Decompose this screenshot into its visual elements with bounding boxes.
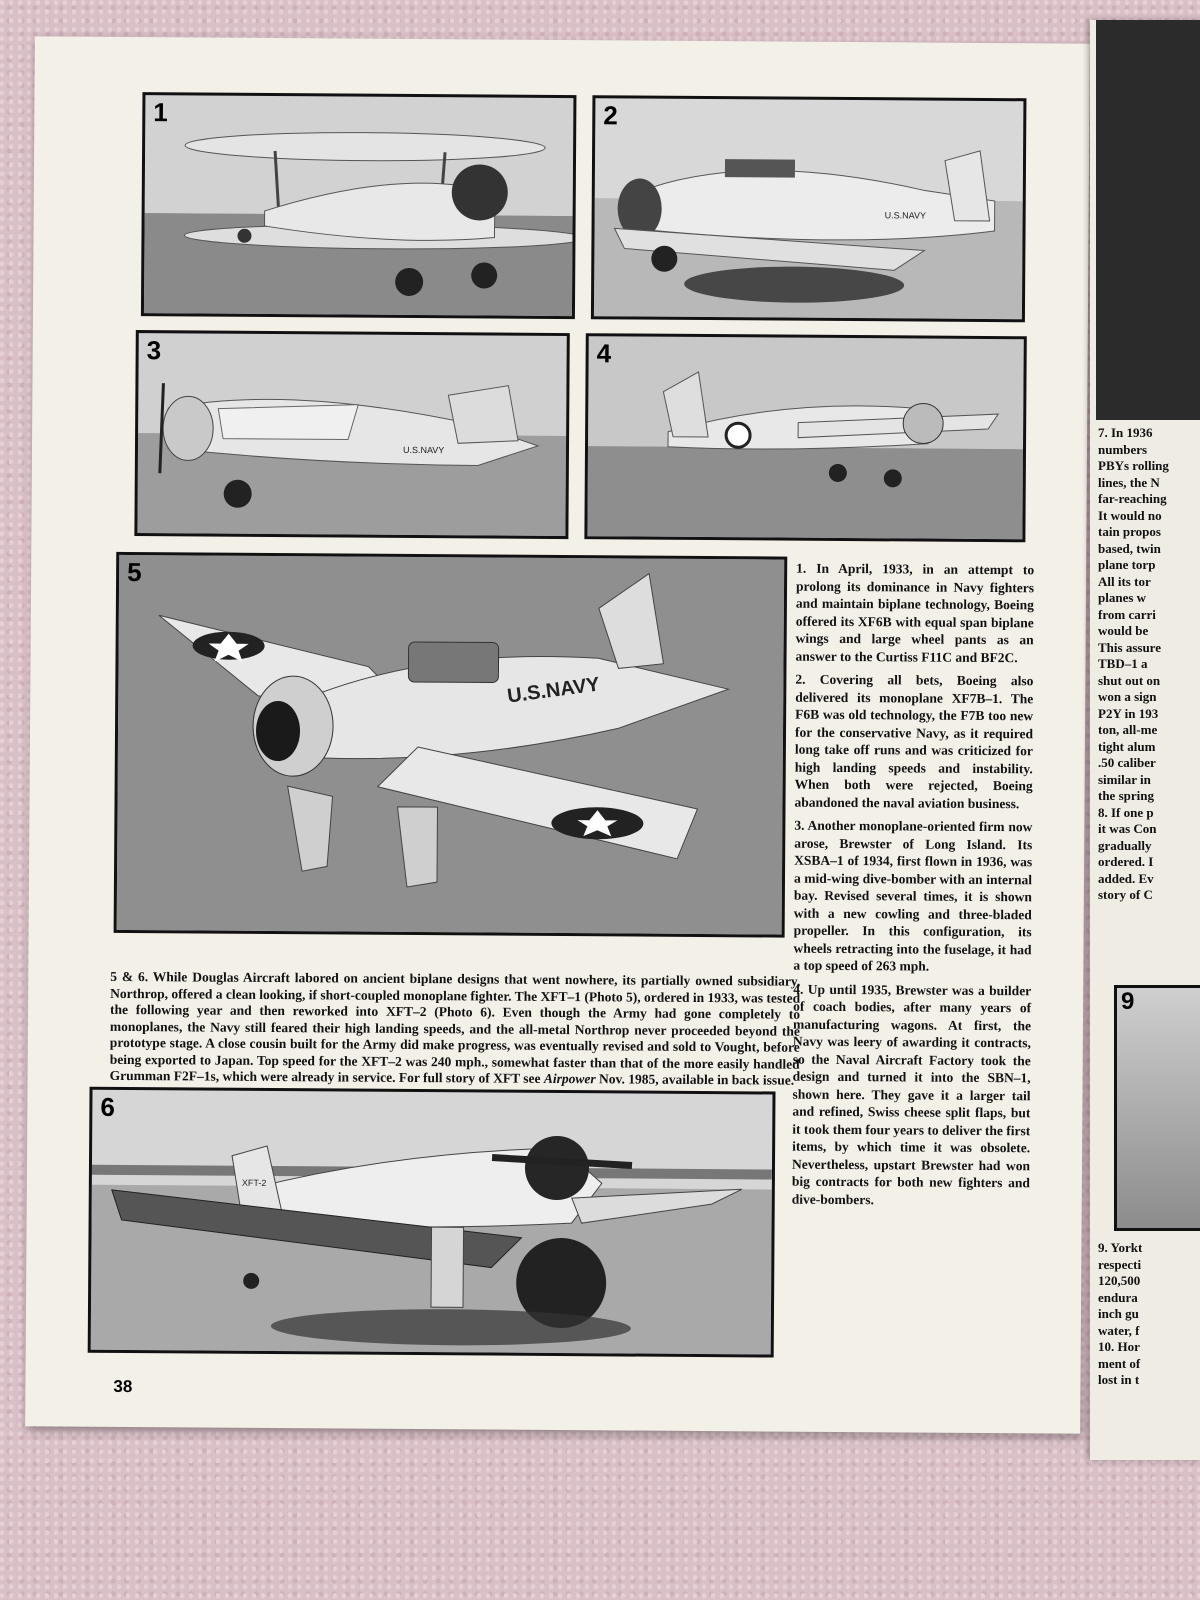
caption-column — [792, 560, 1035, 1216]
caption-5-6-text-before: 5 & 6. While Douglas Aircraft labored on ancient biplane designs that went nowhere, its partially owned subsidiary, Northrop, offered a clean looking, if short-coupled monoplane fighter. The XFT–1 (Photo 5), ordered in 1933, was tested the following year and then reworked into XFT–2 (Photo 6). Even though the Army had gone completely to monoplanes, the Navy still feared their high landing speeds, and the all-metal Northrop never proceeded beyond the prototype stage. A close cousin built for the Army did make progress, was eventually revised and sold to Vought, before being exported to Japan. Top speed for the XFT–2 was 240 mph., somewhat faster than that of the more easily handled Grumman F2F–1s, which were already in service. For full story of XFT see — [109, 968, 801, 1086]
photo-1 — [141, 92, 577, 319]
xft2-illustration — [91, 1090, 773, 1355]
photo-6 — [88, 1087, 776, 1358]
caption-5-6-magazine: Airpower — [543, 1070, 596, 1087]
adjacent-text-bottom: 9. Yorkt respecti 120,500 endura inch gu water, f 10. Hor ment of lost in t — [1098, 1240, 1143, 1387]
page-number: 38 — [113, 1376, 133, 1397]
photo-number: 1 — [153, 97, 168, 128]
adjacent-text-top: 7. In 1936 numbers PBYs rolling lines, the N far-reaching It would no tain propos based, twin plane torp All its tor planes w from carri would be This assure TBD–1 a shut out on won a sign P2Y in 193 ton, all-me tight alum .50 caliber similar in the spring 8. If one p it was Con gradually ordered. I added. Ev story of C — [1098, 425, 1169, 902]
sbn-illustration — [587, 336, 1023, 539]
caption-5-6-text-after: Nov. 1985, available in back issue. — [595, 1071, 795, 1088]
photo-2 — [591, 95, 1027, 322]
photo-5 — [114, 552, 788, 938]
photo-number: 3 — [146, 335, 162, 366]
xft2-marking: XFT-2 — [241, 1177, 267, 1188]
photo-number: 9 — [1121, 988, 1135, 1015]
adjacent-photo-7 — [1096, 20, 1200, 420]
photo-number: 6 — [100, 1091, 115, 1122]
xft1-illustration — [117, 555, 785, 935]
navy-marking: U.S.NAVY — [402, 444, 445, 456]
biplane-illustration — [144, 95, 574, 316]
navy-marking: U.S.NAVY — [505, 673, 602, 708]
adjacent-page — [1090, 20, 1200, 1460]
photo-4 — [584, 333, 1026, 542]
caption-1: 1. In April, 1933, in an attempt to prolong its dominance in Navy fighters and maintain biplane technology, Boeing offered its XF6B with equal span biplane wings and large wheel pants as an answer to the Curtiss F11C and BF2C. — [795, 560, 1035, 665]
caption-3: 3. Another monoplane-oriented firm now arose, Brewster of Long Island. Its XSBA–1 of 1934, first flown in 1936, was a mid-wing dive-bomber with an internal bay. Revised several times, it is shown with a new cowling and three-bladed propeller. In this configuration, its wheels retracting into the fuselage, it had a top speed of 263 mph. — [793, 817, 1033, 974]
photo-number: 2 — [603, 100, 618, 131]
dive-bomber-illustration — [137, 333, 566, 536]
caption-4: 4. Up until 1935, Brewster was a builder of coach bodies, after many years of manufacturing wagons. At first, the Navy was leery of awarding it contracts, so the Naval Aircraft Factory took the design and turned it into the SBN–1, shown here. They gave it a larger tail and refined, Swiss cheese split flaps, but it took them four years to deliver the first items, by which time it was obsolete. Nevertheless, upstart Brewster had won big contracts for both new fighters and dive-bombers. — [791, 981, 1032, 1207]
monoplane-illustration — [594, 98, 1024, 319]
caption-5-6 — [110, 969, 801, 1089]
adjacent-photo-9 — [1114, 985, 1200, 1231]
photo-3 — [134, 330, 569, 539]
magazine-page — [25, 36, 1090, 1433]
caption-2: 2. Covering all bets, Boeing also delivered its monoplane XF7B–1. The F6B was old technology, the F7B too new for the conservative Navy, as it required long take off runs and was criticized for high landing speeds and instability. When both were rejected, Boeing abandoned the naval aviation business. — [794, 671, 1034, 811]
navy-marking: U.S.NAVY — [884, 210, 927, 221]
photo-number: 4 — [596, 338, 612, 369]
photo-number: 5 — [127, 556, 142, 588]
